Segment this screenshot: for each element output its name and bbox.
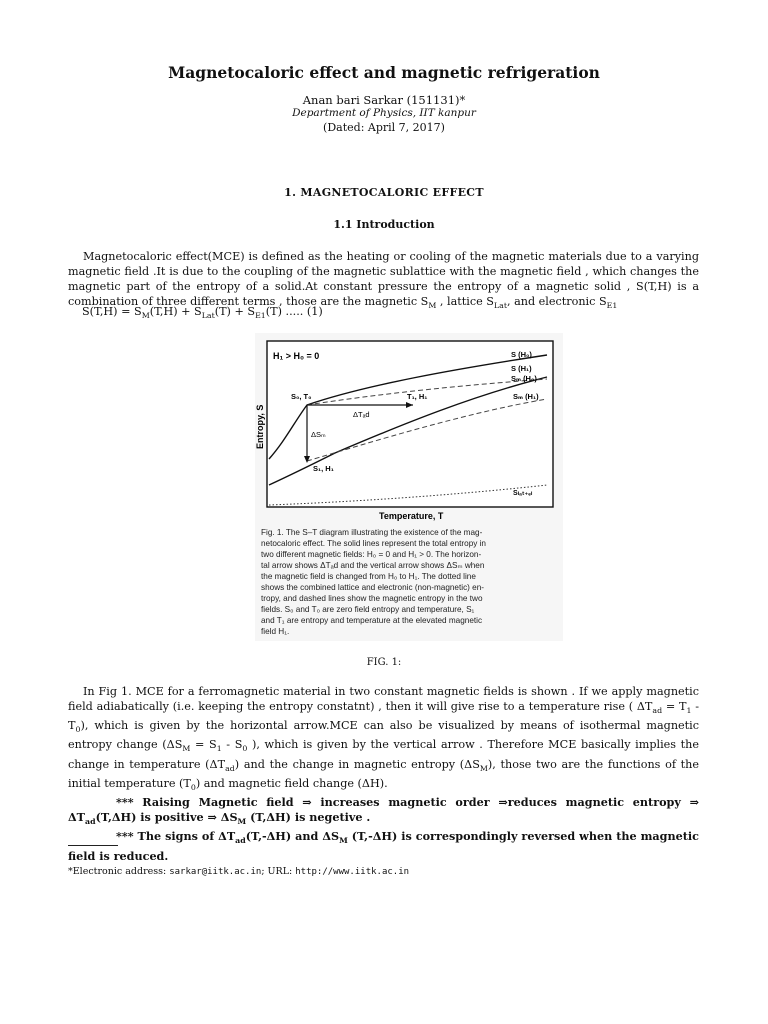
label-delta-tad: ΔTₐd <box>353 410 370 419</box>
label-s0-t0: S₀, T₀ <box>291 392 312 401</box>
date-line: (Dated: April 7, 2017) <box>323 121 445 134</box>
paper-title: Magnetocaloric effect and magnetic refrigeration <box>168 63 600 82</box>
equation-1: $S(T,H) = S_M(T,H) + S_{Lat}(T) + S_{E1}(T)$ ..... (1) <box>82 305 323 321</box>
figure-caption-line: two different magnetic fields: H₀ = 0 and H₁ > 0. The horizon- <box>261 550 482 559</box>
label-sm-h0: Sₘ (H₀) <box>511 374 537 383</box>
figure-caption-line: Fig. 1. The S–T diagram illustrating the existence of the mag- <box>261 528 483 537</box>
figure-caption-line: shows the combined lattice and electronic (non-magnetic) en- <box>261 583 484 592</box>
section-heading: 1. MAGNETOCALORIC EFFECT <box>284 186 484 199</box>
label-s-h1: S (H₁) <box>511 364 532 373</box>
figure-1 <box>255 333 563 641</box>
label-s-lat-el: Sₗₐₜ₊ₑₗ <box>513 490 533 497</box>
figure-caption-line: the magnetic field is changed from H₀ to H₁. The dotted line <box>261 572 476 581</box>
figure-caption-block <box>261 528 486 636</box>
label-delta-sm: ΔSₘ <box>311 430 326 439</box>
email-link[interactable]: sarkar@iitk.ac.in <box>169 867 262 877</box>
author-line: Anan bari Sarkar (151131)* <box>302 93 466 107</box>
subsection-heading: 1.1 Introduction <box>333 218 435 231</box>
footnote: *Electronic address: sarkar@iitk.ac.in; URL: http://www.iitk.ac.in <box>68 866 410 877</box>
label-s1-h1: S₁, H₁ <box>313 464 334 473</box>
url-link[interactable]: http://www.iitk.ac.in <box>295 867 410 877</box>
figure-caption-line: netocaloric effect. The solid lines represent the total entropy in <box>261 539 486 548</box>
y-axis-label: Entropy, S <box>255 404 265 449</box>
affiliation: Department of Physics, IIT kanpur <box>292 107 476 119</box>
figure-caption-line: and T₁ are entropy and temperature at the elevated magnetic <box>261 616 483 625</box>
figure-caption-line: fields. S₀ and T₀ are zero field entropy and temperature, S₁ <box>261 605 475 614</box>
bold-note-2: *** The signs of $\Delta T_{ad}(T,-\Delta H)$ and $\Delta S_M$ (T,-ΔH) is correspondingly reversed when the magnetic field is reduced. <box>68 829 699 863</box>
label-s-h0: S (H₀) <box>511 350 532 359</box>
figure-caption-line: tropy, and dashed lines show the magnetic entropy in the two <box>261 594 483 603</box>
figure-caption-line: field H₁. <box>261 627 290 636</box>
bold-note-1: *** Raising Magnetic field ⇒ increases magnetic order ⇒reduces magnetic entropy ⇒ $\Delta T_{ad}(T,\Delta H)$ is positive ⇒ $\Delta S_M$ (T,ΔH) is negetive . <box>68 795 699 827</box>
mce-paragraph: In Fig 1. MCE for a ferromagnetic material in two constant magnetic fields is shown . If we apply magnetic field adiabatically (i.e. keeping the entropy constatnt) , then it will give rise to a temperature rise ( $\Delta T_{ad} = T_1 - T_0$), which is given by the horizontal arrow.MCE can also be visualized by means of isothermal magnetic entropy change ($\Delta S_M = S_1 - S_0$ ), which is given by the vertical arrow . Therefore MCE basically implies the change in temperature $(\Delta T_{ad})$ and the change in magnetic entropy $(\Delta S_M)$, those two are the functions of the initial temperature $(T_0)$ and magnetic field change (ΔH). *** Raising Magnetic field ⇒ increases magnetic order ⇒reduces magnetic entropy ⇒ $\Delta T_{ad}(T,\Delta H)$ is positive ⇒ $\Delta S_M$ (T,ΔH) is negetive . *** The signs of $\Delta T_{ad}(T,-\Delta H)$ and $\Delta S_M$ (T,-ΔH) is correspondingly reversed when the magnetic field is reduced. <box>68 685 699 863</box>
label-sm-h1: Sₘ (H₁) <box>513 392 539 401</box>
x-axis-label: Temperature, T <box>379 511 444 521</box>
footnote-rule <box>68 845 118 846</box>
intro-paragraph: Magnetocaloric effect(MCE) is defined as the heating or cooling of the magnetic materials due to a varying magnetic field .It is due to the coupling of the magnetic sublattice with the magnetic field , which changes the magnetic part of the entropy of a solid.At constant pressure the entropy of a magnetic solid , S(T,H) is a combination of three different terms , those are the magnetic $S_M$ , lattice $S_{Lat}$, and electronic $S_{E1}$ <box>68 250 699 311</box>
figure-label: FIG. 1: <box>366 657 402 668</box>
field-condition-label: H₁ > H₀ = 0 <box>273 351 320 361</box>
label-t1-h1: T₁, H₁ <box>407 392 428 401</box>
figure-caption-line: tal arrow shows ΔTₐd and the vertical arrow shows ΔSₘ when <box>261 561 485 570</box>
st-diagram <box>255 333 563 641</box>
